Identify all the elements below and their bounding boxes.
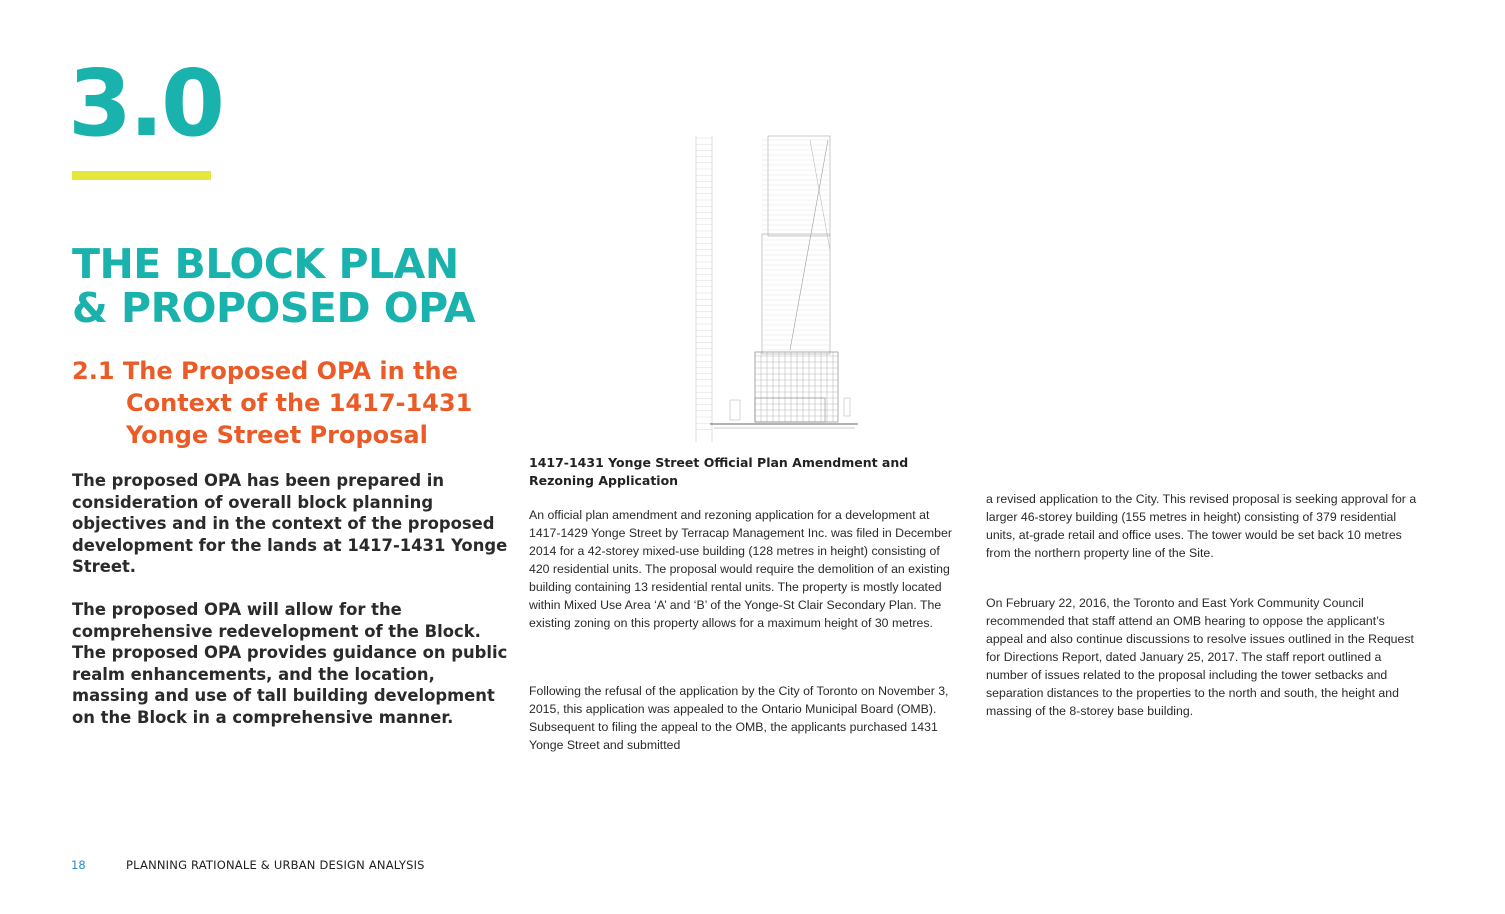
- subsection-heading-line-1: 2.1 The Proposed OPA in the: [72, 357, 458, 385]
- accent-bar: [72, 171, 211, 180]
- section-number: 3.0: [68, 50, 222, 157]
- building-elevation-drawing: [640, 130, 880, 448]
- figure-caption: 1417-1431 Yonge Street Official Plan Amendment and Rezoning Application: [529, 455, 909, 488]
- body-paragraph: a revised application to the City. This revised proposal is seeking approval for a larger 46-storey building (155 metres in height) consisting of 379 residential units, at-grade retail and office uses. The tower would be set back 10 metres from the northern property line of the Site.: [986, 492, 1417, 560]
- subsection-heading: [72, 355, 512, 451]
- page-title: [72, 242, 512, 330]
- page-title-line-1: THE BLOCK PLAN: [72, 240, 459, 288]
- body-paragraph: Following the refusal of the application by the City of Toronto on November 3, 2015, this application was appealed to the Ontario Municipal Board (OMB). Subsequent to filing the appeal to the OMB, the applicants purchased 1431 Yonge Street and submitted: [529, 684, 949, 752]
- footer-document-title: PLANNING RATIONALE & URBAN DESIGN ANALYSIS: [126, 858, 425, 872]
- lead-paragraph: The proposed OPA has been prepared in consideration of overall block planning objectives and in the context of the proposed development for the lands at 1417-1431 Yonge Street.: [72, 471, 508, 576]
- body-paragraph: An official plan amendment and rezoning application for a development at 1417-1429 Yonge Street by Terracap Management Inc. was filed in December 2014 for a 42-storey mixed-use building (128 metres in height) consisting of 420 residential units. The proposal would require the demolition of an existing building containing 13 residential rental units. The property is mostly located within Mixed Use Area ‘A’ and ‘B’ of the Yonge-St Clair Secondary Plan. The existing zoning on this property allows for a maximum height of 30 metres.: [529, 508, 952, 630]
- body-paragraph: On February 22, 2016, the Toronto and East York Community Council recommended that staff attend an OMB hearing to oppose the applicant’s appeal and also continue discussions to resolve issues outlined in the Request for Directions Report, dated January 25, 2017. The staff report outlined a number of issues related to the proposal including the tower setbacks and separation distances to the properties to the north and south, the height and massing of the 8-storey base building.: [986, 596, 1414, 718]
- subsection-heading-line-3: Yonge Street Proposal: [126, 421, 428, 449]
- subsection-heading-line-2: Context of the 1417-1431: [126, 389, 473, 417]
- page-title-line-2: & PROPOSED OPA: [72, 284, 476, 332]
- lead-paragraph: The proposed OPA will allow for the comprehensive redevelopment of the Block. The proposed OPA provides guidance on public realm enhancements, and the location, massing and use of tall building development on the Block in a comprehensive manner.: [72, 600, 508, 727]
- page-number: 18: [71, 858, 86, 872]
